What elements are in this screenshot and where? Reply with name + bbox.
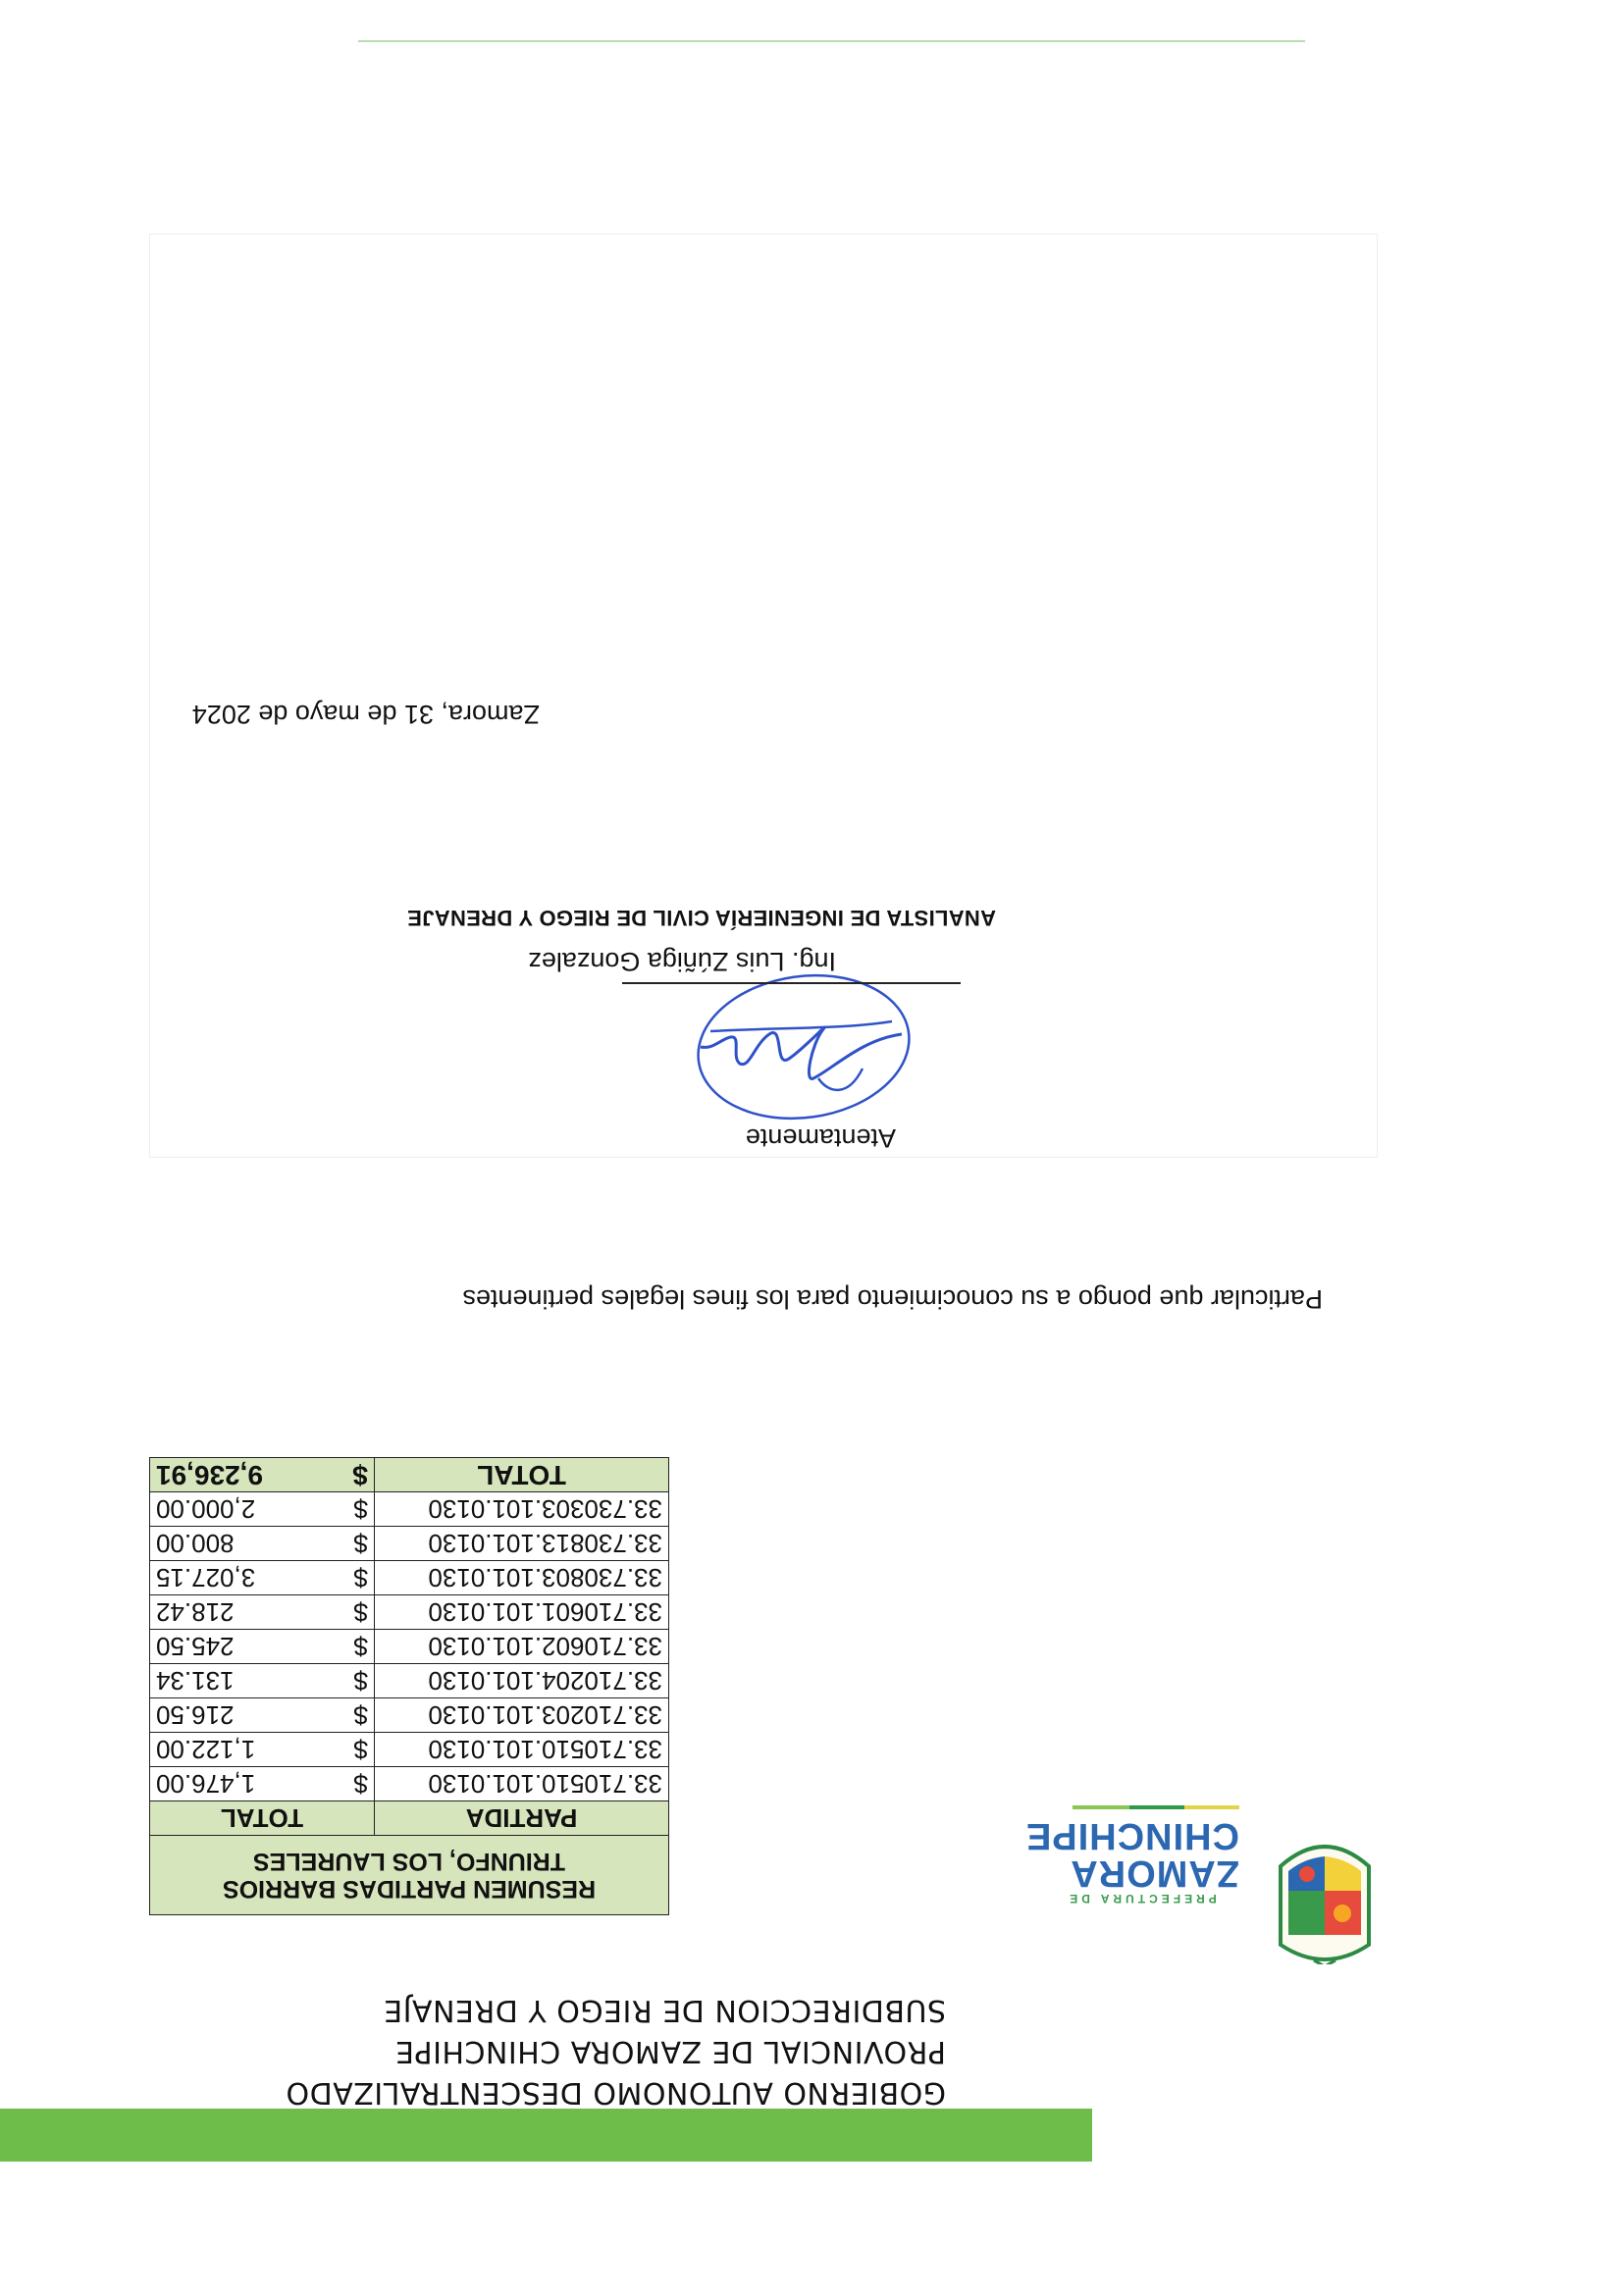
total-cell: 1,122.00 [150,1733,340,1767]
total-cell: 2,000.00 [150,1492,340,1527]
table-row [150,1527,669,1561]
table-row [150,1664,669,1698]
total-cell: 218.42 [150,1595,340,1630]
table-row [150,1698,669,1733]
partida-cell: 33.710602.101.0130 [375,1630,669,1664]
summary-title [150,1836,669,1915]
currency-cell: $ [339,1561,375,1595]
salutation: Atentamente [745,1123,896,1153]
brand-color-stripe [1073,1805,1239,1809]
prefecture-crest-logo [1275,1832,1375,1964]
header-line-3: SUBDIRECCION DE RIEGO Y DRENAJE [383,1993,946,2027]
brand-prefix: PREFECTURA DE [1066,1892,1217,1905]
total-cell: 131.34 [150,1664,340,1698]
table-row [150,1733,669,1767]
table-row [150,1492,669,1527]
col-partida-header: PARTIDA [375,1801,669,1836]
currency-cell: $ [339,1527,375,1561]
currency-cell: $ [339,1630,375,1664]
currency-cell: $ [339,1733,375,1767]
summary-table [149,1457,669,1915]
summary-header-row [150,1801,669,1836]
summary-title-row [150,1836,669,1915]
currency-cell: $ [339,1458,375,1492]
total-cell: 245.50 [150,1630,340,1664]
table-row [150,1561,669,1595]
header-line-1: GOBIERNO AUTONOMO DESCENTRALIZADO [286,2075,946,2110]
brand-name-line1: ZAMORA [1070,1852,1239,1894]
total-label: TOTAL [375,1458,669,1492]
footer-faint-line [358,40,1305,42]
signature-line [622,982,961,984]
partida-cell: 33.730303.101.0130 [375,1492,669,1527]
summary-title-line2: TRIUNFO, LOS LAURELES [252,1848,566,1875]
institution-header [112,1989,946,2113]
total-cell: 216.50 [150,1698,340,1733]
table-row [150,1630,669,1664]
total-cell: 1,476.00 [150,1767,340,1801]
partida-cell: 33.730813.101.0130 [375,1527,669,1561]
header-green-bar [0,2109,1092,2162]
handwritten-signature [686,961,921,1137]
partida-cell: 33.710601.101.0130 [375,1595,669,1630]
table-row [150,1767,669,1801]
partida-cell: 33.710510.101.0130 [375,1767,669,1801]
partida-cell: 33.710204.101.0130 [375,1664,669,1698]
currency-cell: $ [339,1664,375,1698]
currency-cell: $ [339,1595,375,1630]
signer-name: Ing. Luis Zúñiga Gonzalez [528,947,836,976]
closing-paragraph: Particular que pongo a su conocimiento para los fines legales pertinentes [462,1284,1323,1314]
signer-role: ANALISTA DE INGENIERÍA CIVIL DE RIEGO Y DRENAJE [406,906,996,930]
summary-title-line1: RESUMEN PARTIDAS BARRIOS [222,1875,597,1903]
total-cell: 3,027.15 [150,1561,340,1595]
total-cell: 800.00 [150,1527,340,1561]
brand-name-line2: CHINCHIPE [1024,1815,1239,1856]
document-date: Zamora, 31 de mayo de 2024 [191,700,540,729]
partida-cell: 33.710203.101.0130 [375,1698,669,1733]
brand-block [1024,1805,1239,1905]
partida-cell: 33.730803.101.0130 [375,1561,669,1595]
grand-total-value: 9,236,91 [150,1458,340,1492]
currency-cell: $ [339,1767,375,1801]
summary-total-row [150,1458,669,1492]
header-line-2: PROVINCIAL DE ZAMORA CHINCHIPE [394,2034,946,2068]
currency-cell: $ [339,1492,375,1527]
col-total-header: TOTAL [150,1801,375,1836]
partida-cell: 33.710510.101.0130 [375,1733,669,1767]
table-row [150,1595,669,1630]
currency-cell: $ [339,1698,375,1733]
